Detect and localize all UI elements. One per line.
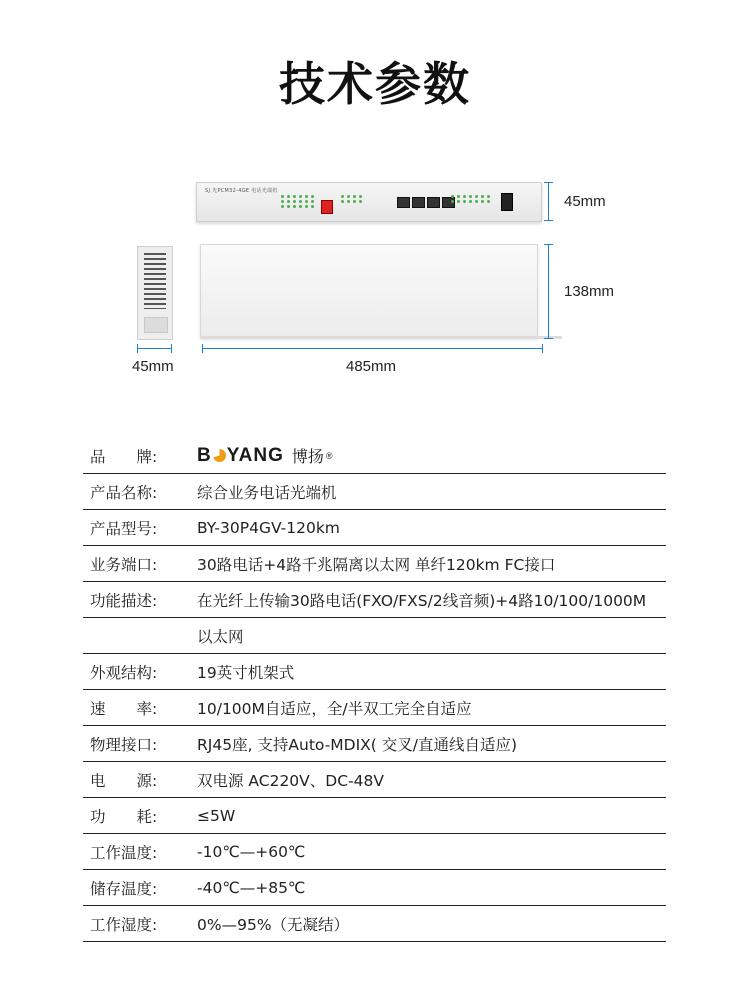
- spec-value: BY-30P4GV-120km: [197, 518, 340, 537]
- spec-value: -10℃—+60℃: [197, 842, 306, 861]
- spec-label: 业务端口:: [90, 555, 158, 574]
- spec-value: RJ45座, 支持Auto-MDIX( 交叉/直通线自适应): [197, 735, 518, 754]
- spec-label: 工作温度:: [90, 843, 158, 862]
- spec-value: 综合业务电话光端机: [197, 483, 337, 502]
- side-bracket: [144, 317, 168, 333]
- vent-grille-icon: [144, 253, 166, 309]
- device-front-label: SJ 光PCM32-4GE 电话光端机: [205, 188, 278, 194]
- table-row: [83, 798, 666, 834]
- table-row: [83, 906, 666, 942]
- spec-value: -40℃—+85℃: [197, 878, 306, 897]
- fc-optical-port: [321, 200, 333, 214]
- dim-line-width: [202, 348, 542, 349]
- spec-table: [83, 438, 666, 942]
- spec-value: 双电源 AC220V、DC-48V: [197, 771, 384, 790]
- table-row: [83, 834, 666, 870]
- spec-value: 以太网: [197, 627, 244, 646]
- table-row: [83, 474, 666, 510]
- device-top-view: [200, 244, 538, 338]
- power-switch-icon: [501, 193, 513, 211]
- rj45-ports: [397, 197, 455, 208]
- spec-label: 物理接口:: [90, 735, 158, 754]
- spec-label: 工作湿度:: [90, 915, 158, 934]
- table-row: [83, 510, 666, 546]
- spec-row-brand: [83, 438, 666, 474]
- spec-label: 品 牌:: [90, 447, 158, 466]
- spec-value: 19英寸机架式: [197, 663, 295, 682]
- dim-line-front-height: [548, 182, 549, 220]
- device-base-shadow: [200, 336, 562, 339]
- table-row: [83, 618, 666, 654]
- spec-label: 外观结构:: [90, 663, 158, 682]
- status-leds: [341, 195, 363, 203]
- dim-side-width: 45mm: [132, 358, 174, 375]
- dim-line-side-width: [137, 348, 171, 349]
- device-front-panel: [196, 182, 542, 222]
- rj45-port: [427, 197, 440, 208]
- spec-value: 10/100M自适应，全/半双工完全自适应: [197, 699, 472, 718]
- registered-mark: ®: [325, 450, 333, 461]
- table-row: [83, 762, 666, 798]
- ethernet-leds: [451, 195, 491, 203]
- brand-logo-cn: 博扬: [291, 449, 324, 466]
- brand-logo: [197, 444, 666, 467]
- dim-tick: [544, 220, 553, 221]
- spec-value: 在光纤上传输30路电话(FXO/FXS/2线音频)+4路10/100/1000M: [197, 591, 647, 610]
- spec-label: 储存温度:: [90, 879, 158, 898]
- table-row: [83, 870, 666, 906]
- spec-value: 0%—95%（无凝结）: [197, 915, 350, 934]
- rj45-port: [397, 197, 410, 208]
- dim-tick: [544, 338, 553, 339]
- spec-value: 30路电话+4路千兆隔离以太网 单纤120km FC接口: [197, 555, 556, 574]
- spec-value: ≤5W: [197, 806, 236, 825]
- spec-label: 速 率:: [90, 699, 158, 718]
- spec-label: 产品名称:: [90, 483, 158, 502]
- dim-tick: [171, 344, 172, 353]
- page-title: 技术参数: [279, 57, 471, 111]
- dim-tick: [542, 344, 543, 353]
- spec-label: 功 耗:: [90, 807, 158, 826]
- spec-label: 电 源:: [90, 771, 158, 790]
- table-row: [83, 726, 666, 762]
- logo-o-icon: [213, 449, 226, 462]
- dim-depth: 138mm: [564, 283, 615, 300]
- spec-label: 产品型号:: [90, 519, 158, 538]
- device-side-view: [137, 246, 173, 340]
- dim-front-height: 45mm: [564, 193, 606, 210]
- brand-logo-text: B YANG: [197, 444, 284, 466]
- rj45-port: [412, 197, 425, 208]
- spec-label: 功能描述:: [90, 591, 158, 610]
- dim-line-depth: [548, 244, 549, 338]
- table-row: [83, 654, 666, 690]
- phone-indicator-leds: [281, 195, 315, 208]
- table-row: [83, 690, 666, 726]
- table-row: [83, 582, 666, 618]
- dim-width: 485mm: [346, 358, 397, 375]
- table-row: [83, 546, 666, 582]
